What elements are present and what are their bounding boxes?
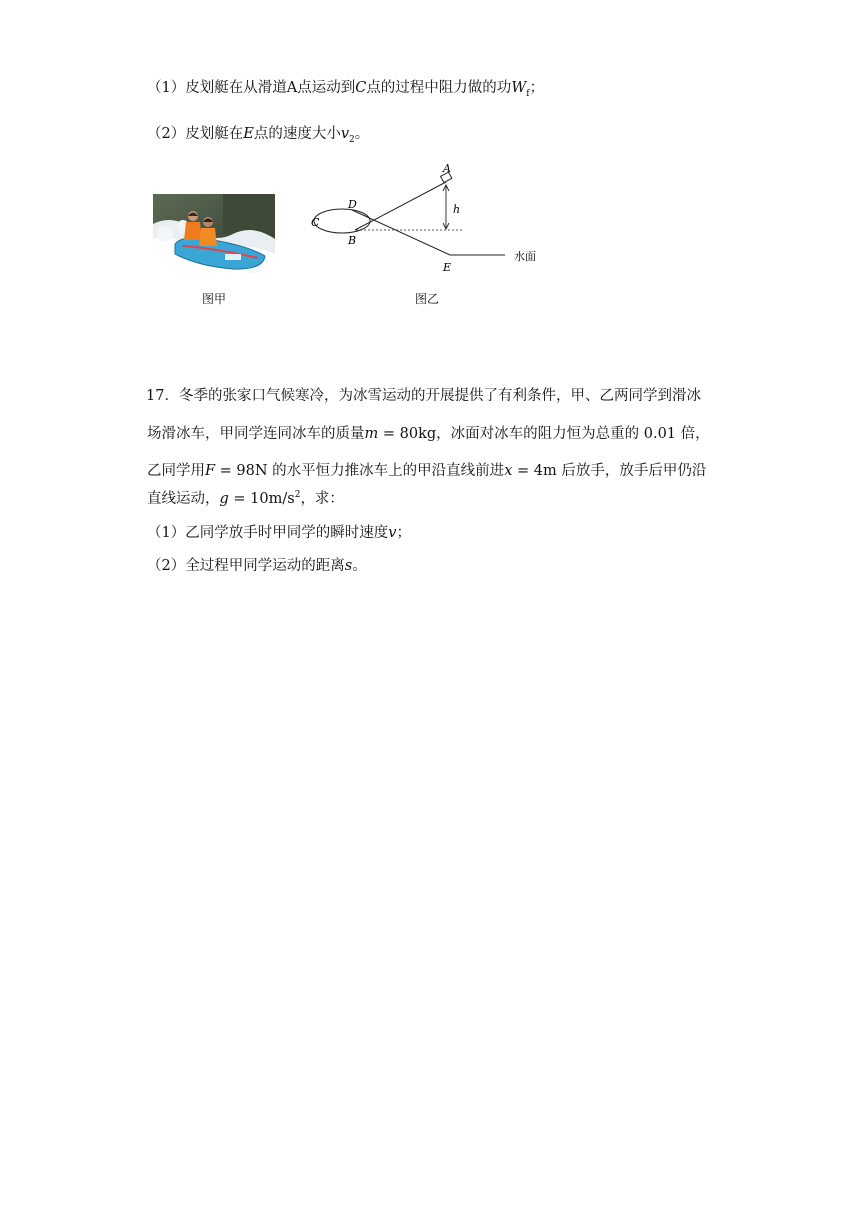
q17-line4: [147, 489, 344, 509]
caption-figure-b: 图乙: [415, 292, 440, 306]
slide-ab: [355, 182, 446, 230]
q17-part1-suffix: ；: [396, 525, 411, 541]
rafting-photo: [153, 194, 275, 276]
label-b: B: [348, 234, 357, 247]
label-c: C: [311, 216, 320, 229]
var-e: E: [243, 126, 254, 142]
q16-part2-suffix: 。: [354, 126, 370, 142]
q17-part2-text: （2）全过程甲同学运动的距离: [147, 558, 345, 574]
q17-line2-b: = 80kg，冰面对冰车的阻力恒为总重的 0.01 倍，: [378, 426, 710, 442]
q16-part1-middle: 点的过程中阻力做的功: [366, 80, 512, 96]
slide-de: [352, 210, 450, 255]
caption-figure-a: 图甲: [202, 292, 227, 306]
var-v-17: v: [388, 525, 397, 541]
q17-part2-suffix: 。: [352, 558, 367, 574]
var-c: C: [355, 80, 367, 96]
q17-line2: [147, 424, 710, 444]
q16-part1-suffix: ；: [529, 80, 545, 96]
q17-line4-b: = 10m/s: [228, 491, 295, 507]
q17-line3-b: = 98N 的水平恒力推冰车上的甲沿直线前进: [215, 463, 505, 479]
q16-part2-middle: 点的速度大小: [253, 126, 341, 142]
var-x: x: [504, 463, 513, 479]
label-e: E: [443, 261, 452, 274]
q17-part1-text: （1）乙同学放手时甲同学的瞬时速度: [147, 525, 389, 541]
slide-diagram: [300, 160, 560, 280]
q17-line2-a: 场滑冰车，甲同学连同冰车的质量: [147, 426, 365, 442]
q17-line4-a: 直线运动，: [147, 491, 220, 507]
var-m: m: [364, 426, 379, 442]
q17-line4-c: ，求：: [300, 491, 344, 507]
q17-line3-c: = 4m 后放手，放手后甲仍沿: [512, 463, 707, 479]
sup-2: 2: [294, 490, 301, 501]
q17-line3-a: 乙同学用: [147, 463, 205, 479]
var-f: F: [205, 463, 216, 479]
label-a: A: [443, 162, 451, 175]
var-s: s: [344, 558, 353, 574]
q16-part1-text: （1）皮划艇在从滑道A点运动到: [147, 80, 356, 96]
q17-line1: 17．冬季的张家口气候寒冷，为冰雪运动的开展提供了有利条件，甲、乙两同学到滑冰: [146, 388, 701, 404]
loop-shape: [314, 209, 370, 233]
q16-part1: [147, 78, 544, 98]
var-v: v: [340, 126, 350, 142]
q17-part1: [147, 523, 411, 543]
q17-part2: [147, 556, 367, 576]
q16-part2-text: （2）皮划艇在: [147, 126, 244, 142]
sub-2: 2: [349, 134, 355, 145]
sub-f: f: [526, 88, 530, 99]
label-water: 水面: [514, 250, 536, 263]
q16-part2: [147, 124, 369, 144]
label-d: D: [348, 198, 357, 211]
q17-line3: [147, 461, 706, 481]
var-g: g: [219, 491, 229, 507]
label-h: h: [453, 203, 461, 216]
var-w: W: [511, 80, 527, 96]
